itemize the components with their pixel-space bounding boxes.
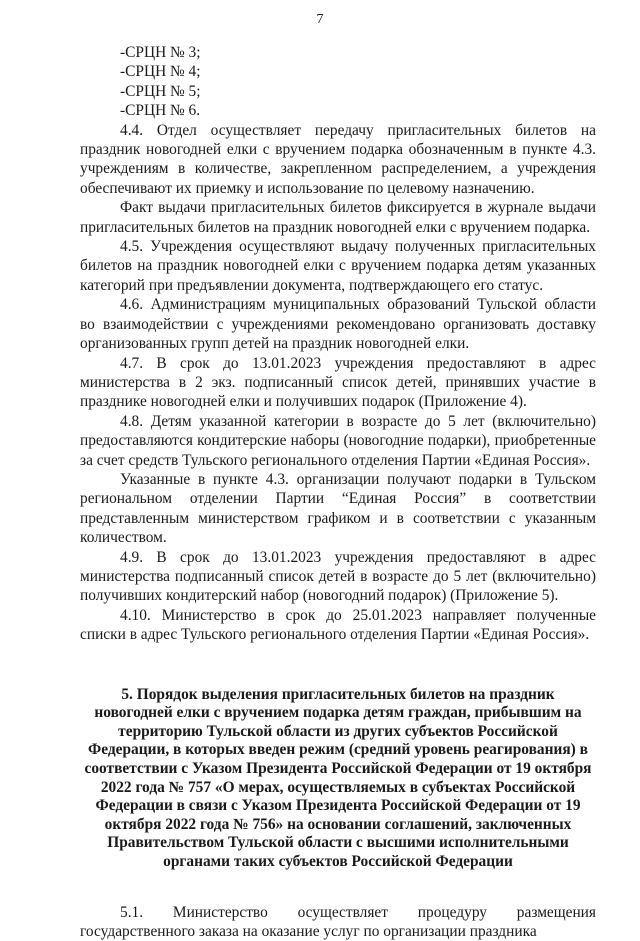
paragraph-4-7: 4.7. В срок до 13.01.2023 учреждения предоставляют в адрес министерства в 2 экз. подписанный список детей, принявших участие в празднике новогодней елки и получивших подарок (Приложение 4). <box>80 354 596 411</box>
list-item: -СРЦН № 6. <box>120 102 201 120</box>
paragraph-4-8: 4.8. Детям указанной категории в возрасте до 5 лет (включительно) предоставляются кондитерские наборы (новогодние подарки), приобретенные за счет средств Тульского регионального отделения Партии «Единая Россия». <box>80 412 596 469</box>
paragraph-4-4: 4.4. Отдел осуществляет передачу пригласительных билетов на праздник новогодней елки с вручением подарка обозначенным в пункте 4.3. учреждениям в количестве, закрепленном распределением, а учреждения обеспечивают их приемку и использование по целевому назначению. <box>80 121 596 197</box>
paragraph-4-5: 4.5. Учреждения осуществляют выдачу полученных пригласительных билетов на праздник новогодней елки с вручением подарка детям указанных категорий при предъявлении документа, подтверждающего его статус. <box>80 238 596 294</box>
section-heading: 5. Порядок выделения пригласительных билетов на праздник новогодней елки с вручением подарка детям граждан, прибывшим на территорию Тульской области из других субъектов Российской Федерации, в которых введен режим (средний уровень реагирования) в соответствии с Указом Президента Российской Федерации от 19 октября 2022 года № 757 «О мерах, осуществляемых в субъектах Российской Федерации в связи с Указом Президента Российской Федерации от 19 октября 2022 года № 756» на основании соглашений, заключенных Правительством Тульской области с высшими исполнительными органами таких субъектов Российской Федерации <box>84 685 592 870</box>
list-item: -СРЦН № 5; <box>120 82 201 100</box>
page-number: 7 <box>316 12 324 27</box>
list-item: -СРЦН № 4; <box>120 63 201 81</box>
list-item: -СРЦН № 3; <box>120 44 201 61</box>
document-body <box>80 43 596 941</box>
paragraph-4-4-note: Факт выдачи пригласительных билетов фиксируется в журнале выдачи пригласительных билетов на праздник новогодней елки с вручением подарка. <box>80 199 596 236</box>
paragraph-4-6: 4.6. Администрациям муниципальных образований Тульской области во взаимодействии с учреждениями рекомендовано организовать доставку организованных групп детей на праздник новогодней елки. <box>80 296 596 353</box>
paragraph-4-10: 4.10. Министерство в срок до 25.01.2023 направляет полученные списки в адрес Тульского регионального отделения Партии «Единая Россия». <box>80 606 596 644</box>
paragraph-5-1: 5.1. Министерство осуществляет процедуру размещения государственного заказа на оказание услуг по организации праздника <box>80 903 596 940</box>
paragraph-4-9: 4.9. В срок до 13.01.2023 учреждения предоставляют в адрес министерства подписанный список детей в возрасте до 5 лет (включительно) получивших кондитерский набор (новогодний подарок) (Приложение 5). <box>80 548 596 605</box>
paragraph-4-8-note: Указанные в пункте 4.3. организации получают подарки в Тульском региональном отделении Партии “Единая Россия” в соответствии представленным министерством графиком и в соответствии с указанным количеством. <box>80 470 596 547</box>
